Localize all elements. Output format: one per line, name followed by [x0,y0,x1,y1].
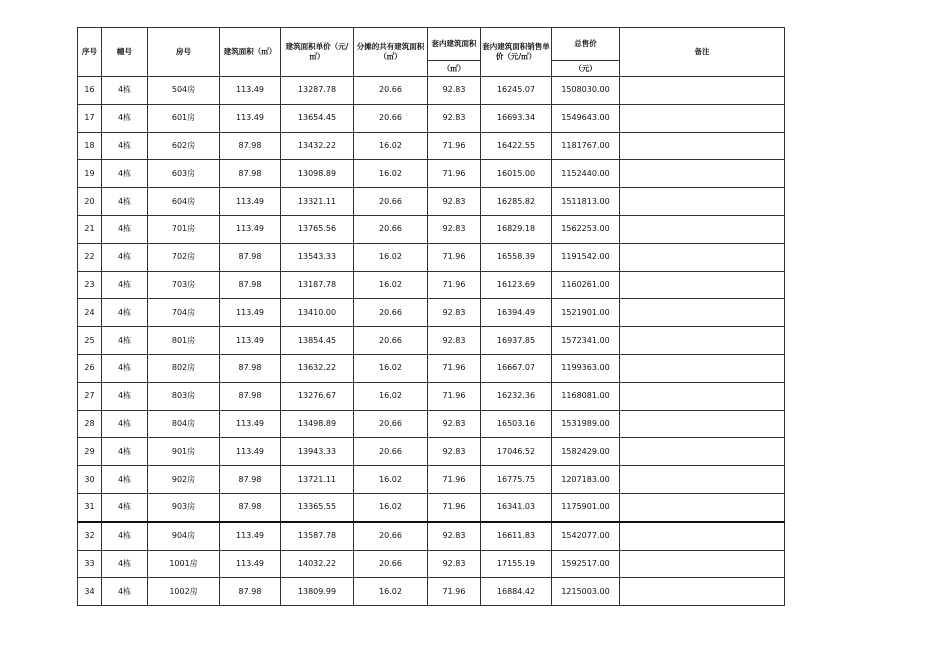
cell-inner-area: 92.83 [428,299,481,327]
cell-inner-price: 16341.03 [481,493,552,521]
cell-inner-price: 16558.39 [481,243,552,271]
cell-inner-price: 16884.42 [481,578,552,606]
cell-inner-price: 16937.85 [481,327,552,355]
cell-room: 902房 [148,466,220,494]
cell-shared-area: 16.02 [354,578,428,606]
cell-building: 4栋 [102,438,148,466]
cell-remark [620,410,785,438]
cell-inner-price: 16693.34 [481,104,552,132]
cell-area: 113.49 [220,438,281,466]
cell-inner-price: 16422.55 [481,132,552,160]
cell-seq: 34 [78,578,102,606]
cell-total: 1215003.00 [552,578,620,606]
cell-remark [620,327,785,355]
cell-building: 4栋 [102,493,148,521]
cell-shared-area: 20.66 [354,104,428,132]
cell-building: 4栋 [102,354,148,382]
cell-total: 1592517.00 [552,550,620,578]
header-area: 建筑面积（㎡） [220,28,281,77]
cell-area: 87.98 [220,493,281,521]
cell-inner-area: 92.83 [428,188,481,216]
table-row [78,160,785,188]
cell-seq: 21 [78,215,102,243]
cell-area: 87.98 [220,382,281,410]
header-room: 房号 [148,28,220,77]
cell-area: 113.49 [220,550,281,578]
cell-seq: 20 [78,188,102,216]
cell-shared-area: 16.02 [354,160,428,188]
cell-total: 1542077.00 [552,522,620,550]
cell-seq: 25 [78,327,102,355]
cell-remark [620,354,785,382]
header-seq: 序号 [78,28,102,77]
table-row [78,271,785,299]
header-remark: 备注 [620,28,785,77]
cell-inner-price: 16123.69 [481,271,552,299]
cell-inner-price: 16394.49 [481,299,552,327]
table-row [78,578,785,606]
cell-shared-area: 20.66 [354,215,428,243]
cell-inner-price: 16232.36 [481,382,552,410]
cell-total: 1562253.00 [552,215,620,243]
cell-building: 4栋 [102,382,148,410]
cell-area-price: 13587.78 [281,522,354,550]
cell-shared-area: 16.02 [354,132,428,160]
header-inner-area: 套内建筑面积 [428,28,481,61]
cell-seq: 19 [78,160,102,188]
cell-inner-price: 16829.18 [481,215,552,243]
cell-shared-area: 20.66 [354,438,428,466]
cell-inner-area: 92.83 [428,410,481,438]
cell-area-price: 14032.22 [281,550,354,578]
cell-room: 802房 [148,354,220,382]
cell-total: 1508030.00 [552,77,620,105]
cell-seq: 27 [78,382,102,410]
cell-inner-price: 16667.07 [481,354,552,382]
cell-shared-area: 20.66 [354,77,428,105]
table-row [78,215,785,243]
table-row [78,438,785,466]
cell-room: 701房 [148,215,220,243]
cell-area-price: 13543.33 [281,243,354,271]
cell-building: 4栋 [102,578,148,606]
table-row [78,466,785,494]
cell-room: 801房 [148,327,220,355]
cell-remark [620,160,785,188]
cell-building: 4栋 [102,132,148,160]
table-row [78,550,785,578]
cell-inner-price: 17046.52 [481,438,552,466]
header-area-price: 建筑面积单价（元/㎡） [281,28,354,77]
cell-shared-area: 16.02 [354,243,428,271]
cell-area-price: 13943.33 [281,438,354,466]
cell-room: 903房 [148,493,220,521]
cell-area-price: 13721.11 [281,466,354,494]
cell-shared-area: 20.66 [354,327,428,355]
cell-area-price: 13365.55 [281,493,354,521]
table-row [78,410,785,438]
cell-remark [620,522,785,550]
cell-area-price: 13765.56 [281,215,354,243]
cell-total: 1582429.00 [552,438,620,466]
cell-area-price: 13632.22 [281,354,354,382]
cell-inner-price: 16015.00 [481,160,552,188]
header-inner-area-unit: （㎡） [428,61,481,77]
cell-inner-area: 92.83 [428,522,481,550]
cell-room: 603房 [148,160,220,188]
cell-area-price: 13654.45 [281,104,354,132]
cell-area-price: 13187.78 [281,271,354,299]
table-body [78,77,785,606]
cell-building: 4栋 [102,104,148,132]
cell-building: 4栋 [102,188,148,216]
cell-shared-area: 20.66 [354,410,428,438]
cell-total: 1168081.00 [552,382,620,410]
cell-area: 87.98 [220,271,281,299]
header-total-unit: （元） [552,61,620,77]
cell-area: 113.49 [220,410,281,438]
cell-room: 601房 [148,104,220,132]
cell-building: 4栋 [102,299,148,327]
cell-remark [620,271,785,299]
cell-area: 87.98 [220,160,281,188]
cell-total: 1191542.00 [552,243,620,271]
table-row [78,382,785,410]
cell-area: 113.49 [220,77,281,105]
cell-area-price: 13276.67 [281,382,354,410]
cell-total: 1572341.00 [552,327,620,355]
cell-building: 4栋 [102,160,148,188]
cell-inner-area: 92.83 [428,104,481,132]
cell-shared-area: 16.02 [354,466,428,494]
cell-area: 113.49 [220,215,281,243]
cell-area-price: 13809.99 [281,578,354,606]
table-row [78,299,785,327]
cell-total: 1152440.00 [552,160,620,188]
cell-inner-price: 16285.82 [481,188,552,216]
cell-seq: 18 [78,132,102,160]
cell-room: 704房 [148,299,220,327]
cell-total: 1549643.00 [552,104,620,132]
cell-remark [620,299,785,327]
cell-seq: 32 [78,522,102,550]
header-building: 幢号 [102,28,148,77]
cell-inner-area: 92.83 [428,550,481,578]
cell-remark [620,550,785,578]
cell-remark [620,77,785,105]
cell-building: 4栋 [102,550,148,578]
table-row [78,243,785,271]
cell-inner-area: 71.96 [428,354,481,382]
cell-building: 4栋 [102,77,148,105]
cell-area: 113.49 [220,522,281,550]
cell-area-price: 13098.89 [281,160,354,188]
cell-room: 803房 [148,382,220,410]
cell-total: 1199363.00 [552,354,620,382]
cell-building: 4栋 [102,327,148,355]
cell-shared-area: 20.66 [354,299,428,327]
cell-shared-area: 16.02 [354,382,428,410]
cell-total: 1511813.00 [552,188,620,216]
cell-total: 1531989.00 [552,410,620,438]
cell-shared-area: 20.66 [354,550,428,578]
cell-room: 1002房 [148,578,220,606]
cell-building: 4栋 [102,215,148,243]
cell-remark [620,438,785,466]
cell-inner-area: 92.83 [428,327,481,355]
cell-total: 1175901.00 [552,493,620,521]
cell-inner-price: 16611.83 [481,522,552,550]
cell-room: 703房 [148,271,220,299]
cell-inner-area: 92.83 [428,77,481,105]
header-shared-area: 分摊的共有建筑面积（㎡） [354,28,428,77]
table-row [78,354,785,382]
cell-room: 504房 [148,77,220,105]
cell-seq: 22 [78,243,102,271]
cell-seq: 23 [78,271,102,299]
cell-seq: 29 [78,438,102,466]
cell-total: 1207183.00 [552,466,620,494]
table-row [78,132,785,160]
cell-area: 113.49 [220,327,281,355]
cell-inner-price: 16775.75 [481,466,552,494]
cell-room: 602房 [148,132,220,160]
cell-room: 904房 [148,522,220,550]
cell-seq: 28 [78,410,102,438]
cell-shared-area: 16.02 [354,493,428,521]
cell-seq: 17 [78,104,102,132]
cell-building: 4栋 [102,271,148,299]
cell-room: 901房 [148,438,220,466]
cell-area-price: 13498.89 [281,410,354,438]
cell-shared-area: 16.02 [354,354,428,382]
cell-inner-area: 71.96 [428,132,481,160]
cell-remark [620,188,785,216]
cell-inner-area: 71.96 [428,466,481,494]
cell-inner-price: 16503.16 [481,410,552,438]
table-header [78,28,785,77]
cell-seq: 30 [78,466,102,494]
table-row [78,104,785,132]
cell-area: 87.98 [220,243,281,271]
cell-building: 4栋 [102,243,148,271]
cell-area: 87.98 [220,466,281,494]
cell-area: 87.98 [220,132,281,160]
cell-remark [620,466,785,494]
cell-area-price: 13854.45 [281,327,354,355]
cell-inner-area: 92.83 [428,438,481,466]
cell-seq: 26 [78,354,102,382]
cell-area: 113.49 [220,188,281,216]
cell-inner-price: 16245.07 [481,77,552,105]
cell-inner-area: 71.96 [428,243,481,271]
cell-room: 604房 [148,188,220,216]
cell-room: 702房 [148,243,220,271]
cell-remark [620,578,785,606]
cell-shared-area: 20.66 [354,188,428,216]
cell-remark [620,132,785,160]
cell-room: 1001房 [148,550,220,578]
cell-seq: 16 [78,77,102,105]
cell-building: 4栋 [102,522,148,550]
cell-inner-area: 71.96 [428,382,481,410]
cell-area: 87.98 [220,354,281,382]
header-inner-price: 套内建筑面积销售单价（元/㎡） [481,28,552,77]
cell-room: 804房 [148,410,220,438]
table-row [78,77,785,105]
cell-shared-area: 16.02 [354,271,428,299]
price-table [77,27,785,606]
table-row [78,327,785,355]
cell-inner-area: 71.96 [428,493,481,521]
cell-remark [620,382,785,410]
header-total: 总售价 [552,28,620,61]
cell-inner-area: 71.96 [428,160,481,188]
cell-inner-area: 71.96 [428,578,481,606]
cell-remark [620,493,785,521]
cell-seq: 24 [78,299,102,327]
cell-area-price: 13321.11 [281,188,354,216]
cell-remark [620,215,785,243]
table-row [78,188,785,216]
cell-building: 4栋 [102,466,148,494]
cell-total: 1521901.00 [552,299,620,327]
cell-inner-area: 71.96 [428,271,481,299]
table-row [78,493,785,521]
cell-remark [620,104,785,132]
cell-inner-area: 92.83 [428,215,481,243]
cell-area-price: 13410.00 [281,299,354,327]
cell-area-price: 13432.22 [281,132,354,160]
cell-area: 113.49 [220,104,281,132]
cell-area: 113.49 [220,299,281,327]
cell-remark [620,243,785,271]
cell-building: 4栋 [102,410,148,438]
cell-seq: 31 [78,493,102,521]
cell-shared-area: 20.66 [354,522,428,550]
cell-area: 87.98 [220,578,281,606]
cell-total: 1181767.00 [552,132,620,160]
cell-inner-price: 17155.19 [481,550,552,578]
table-row [78,522,785,550]
cell-area-price: 13287.78 [281,77,354,105]
cell-seq: 33 [78,550,102,578]
cell-total: 1160261.00 [552,271,620,299]
